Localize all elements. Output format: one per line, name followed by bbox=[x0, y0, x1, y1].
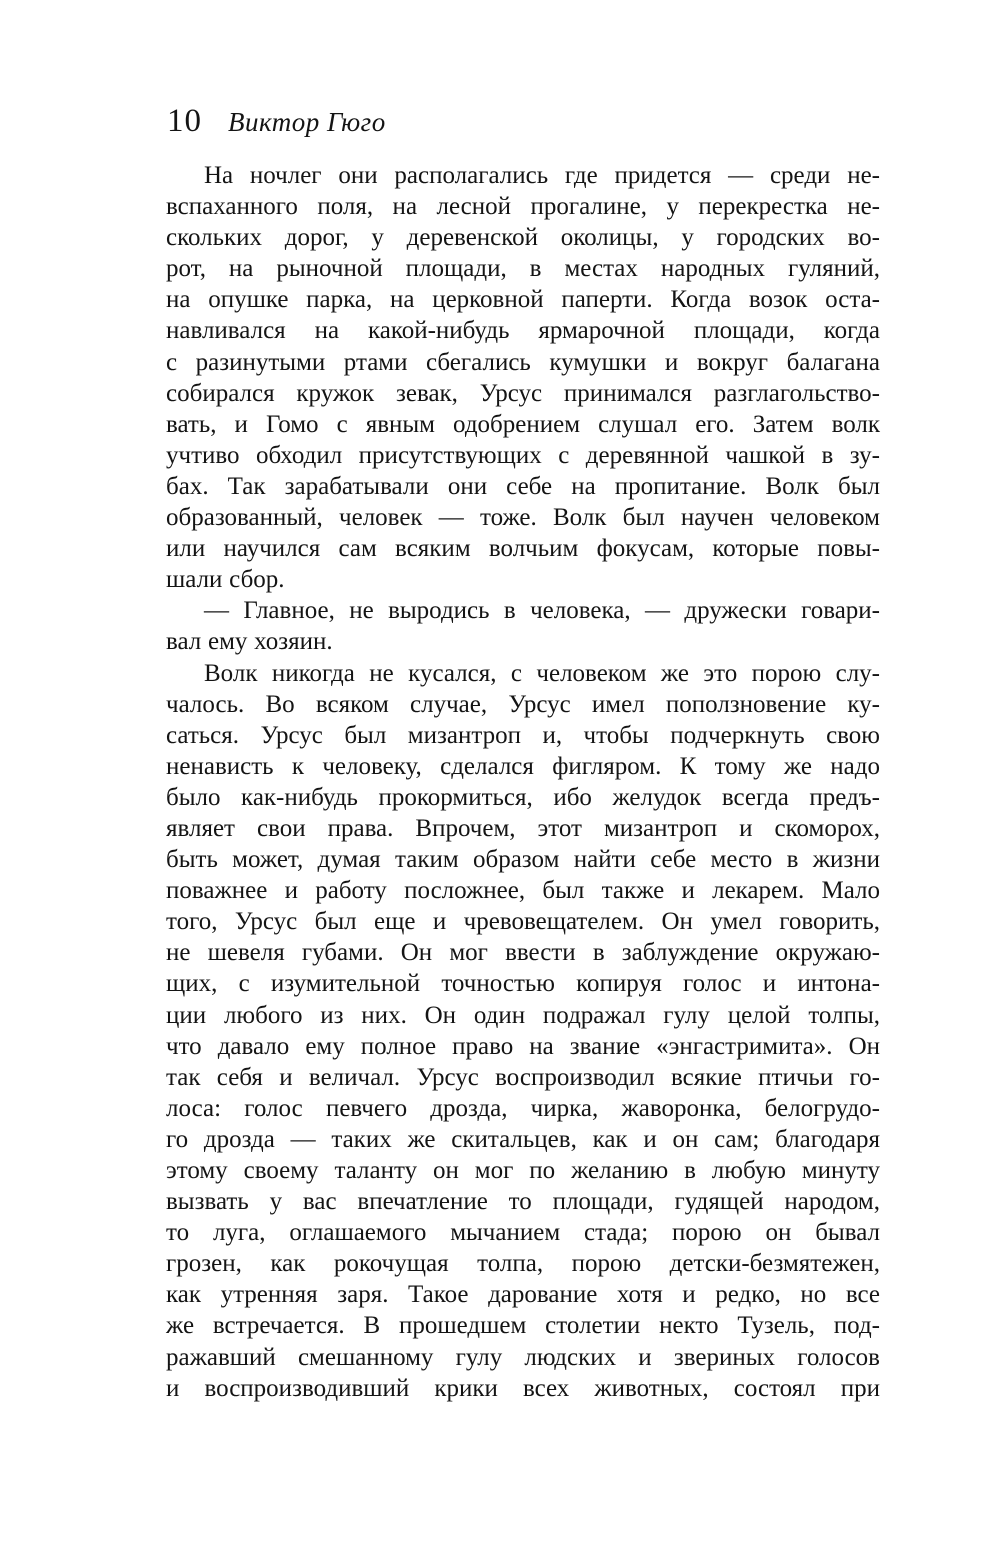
text-line: вспаханного поля, на лесной прогалине, у перекрестка не- bbox=[166, 193, 880, 221]
text-line: быть может, думая таким образом найти себе место в жизни bbox=[166, 846, 880, 874]
paragraph bbox=[166, 160, 880, 595]
text-line: не шевеля губами. Он мог ввести в заблуждение окружаю- bbox=[166, 939, 880, 967]
text-line: как утренняя заря. Такое дарование хотя и редко, но все bbox=[166, 1281, 880, 1309]
text-line: образованный, человек — тоже. Волк был научен человеком bbox=[166, 504, 880, 532]
text-line: — Главное, не выродись в человека, — дружески говари- bbox=[204, 597, 880, 625]
text-line: саться. Урсус был мизантроп и, чтобы подчеркнуть свою bbox=[166, 721, 880, 749]
text-line: ненависть к человеку, сделался фигляром. К тому же надо bbox=[166, 752, 880, 780]
text-line: что давало ему полное право на звание «энгастримита». Он bbox=[166, 1032, 880, 1060]
text-line: вызвать у вас впечатление то площади, гудящей народом, bbox=[166, 1188, 880, 1216]
page-number: 10 bbox=[167, 103, 202, 139]
text-line: щих, с изумительной точностью копируя голос и интона- bbox=[166, 970, 880, 998]
text-line: На ночлег они располагались где придется — среди не- bbox=[204, 162, 880, 189]
text-line: навливался на какой-нибудь ярмарочной площади, когда bbox=[166, 317, 880, 345]
text-line: Волк никогда не кусался, с человеком же это порою слу- bbox=[204, 659, 880, 687]
text-line: скольких дорог, у деревенской околицы, у городских во- bbox=[166, 224, 880, 252]
text-line: ции любого из них. Он один подражал гулу целой толпы, bbox=[166, 1001, 880, 1029]
text-line: вал ему хозяин. bbox=[166, 628, 333, 656]
text-line: бах. Так зарабатывали они себе на пропитание. Волк был bbox=[166, 472, 880, 500]
text-block bbox=[166, 160, 880, 1404]
text-line: собирался кружок зевак, Урсус принимался разглагольство- bbox=[166, 379, 880, 407]
text-line: учтиво обходил присутствующих с деревянной чашкой в зу- bbox=[166, 441, 880, 469]
text-line: и воспроизводивший крики всех животных, состоял при bbox=[166, 1374, 880, 1402]
page-header bbox=[167, 102, 386, 140]
text-line: этому своему таланту он мог по желанию в любую минуту bbox=[166, 1157, 880, 1184]
text-line: с разинутыми ртами сбегались кумушки и вокруг балагана bbox=[166, 348, 880, 376]
text-line: же встречается. В прошедшем столетии некто Тузель, под- bbox=[166, 1312, 880, 1340]
text-line: являет свои права. Впрочем, этот мизантроп и скоморох, bbox=[166, 814, 880, 842]
running-title: Виктор Гюго bbox=[228, 107, 386, 137]
text-line: было как-нибудь прокормиться, ибо желудок всегда предъ- bbox=[166, 783, 880, 811]
text-line: или научился сам всяким волчьим фокусам, которые повы- bbox=[166, 535, 880, 563]
paragraph bbox=[166, 658, 880, 1404]
text-line: так себя и величал. Урсус воспроизводил всякие птичьи го- bbox=[166, 1063, 880, 1091]
text-line: грозен, как рокочущая толпа, порою детски-безмятежен, bbox=[166, 1250, 880, 1278]
text-line: то луга, оглашаемого мычанием стада; порою он бывал bbox=[166, 1219, 880, 1247]
text-line: шали сбор. bbox=[166, 566, 285, 594]
text-line: чалось. Во всяком случае, Урсус имел поползновение ку- bbox=[166, 690, 880, 718]
paragraph bbox=[166, 595, 880, 657]
text-line: поважнее и работу посложнее, был также и лекарем. Мало bbox=[166, 877, 880, 905]
text-line: рот, на рыночной площади, в местах народных гуляний, bbox=[166, 255, 880, 283]
text-line: ражавший смешанному гулу людских и звериных голосов bbox=[166, 1343, 880, 1371]
text-line: того, Урсус был еще и чревовещателем. Он умел говорить, bbox=[166, 908, 880, 936]
text-line: на опушке парка, на церковной паперти. Когда возок оста- bbox=[166, 286, 880, 314]
text-line: лоса: голос певчего дрозда, чирка, жаворонка, белогрудо- bbox=[166, 1094, 880, 1122]
text-line: го дрозда — таких же скитальцев, как и он сам; благодаря bbox=[166, 1125, 880, 1153]
text-line: вать, и Гомо с явным одобрением слушал его. Затем волк bbox=[166, 410, 880, 438]
